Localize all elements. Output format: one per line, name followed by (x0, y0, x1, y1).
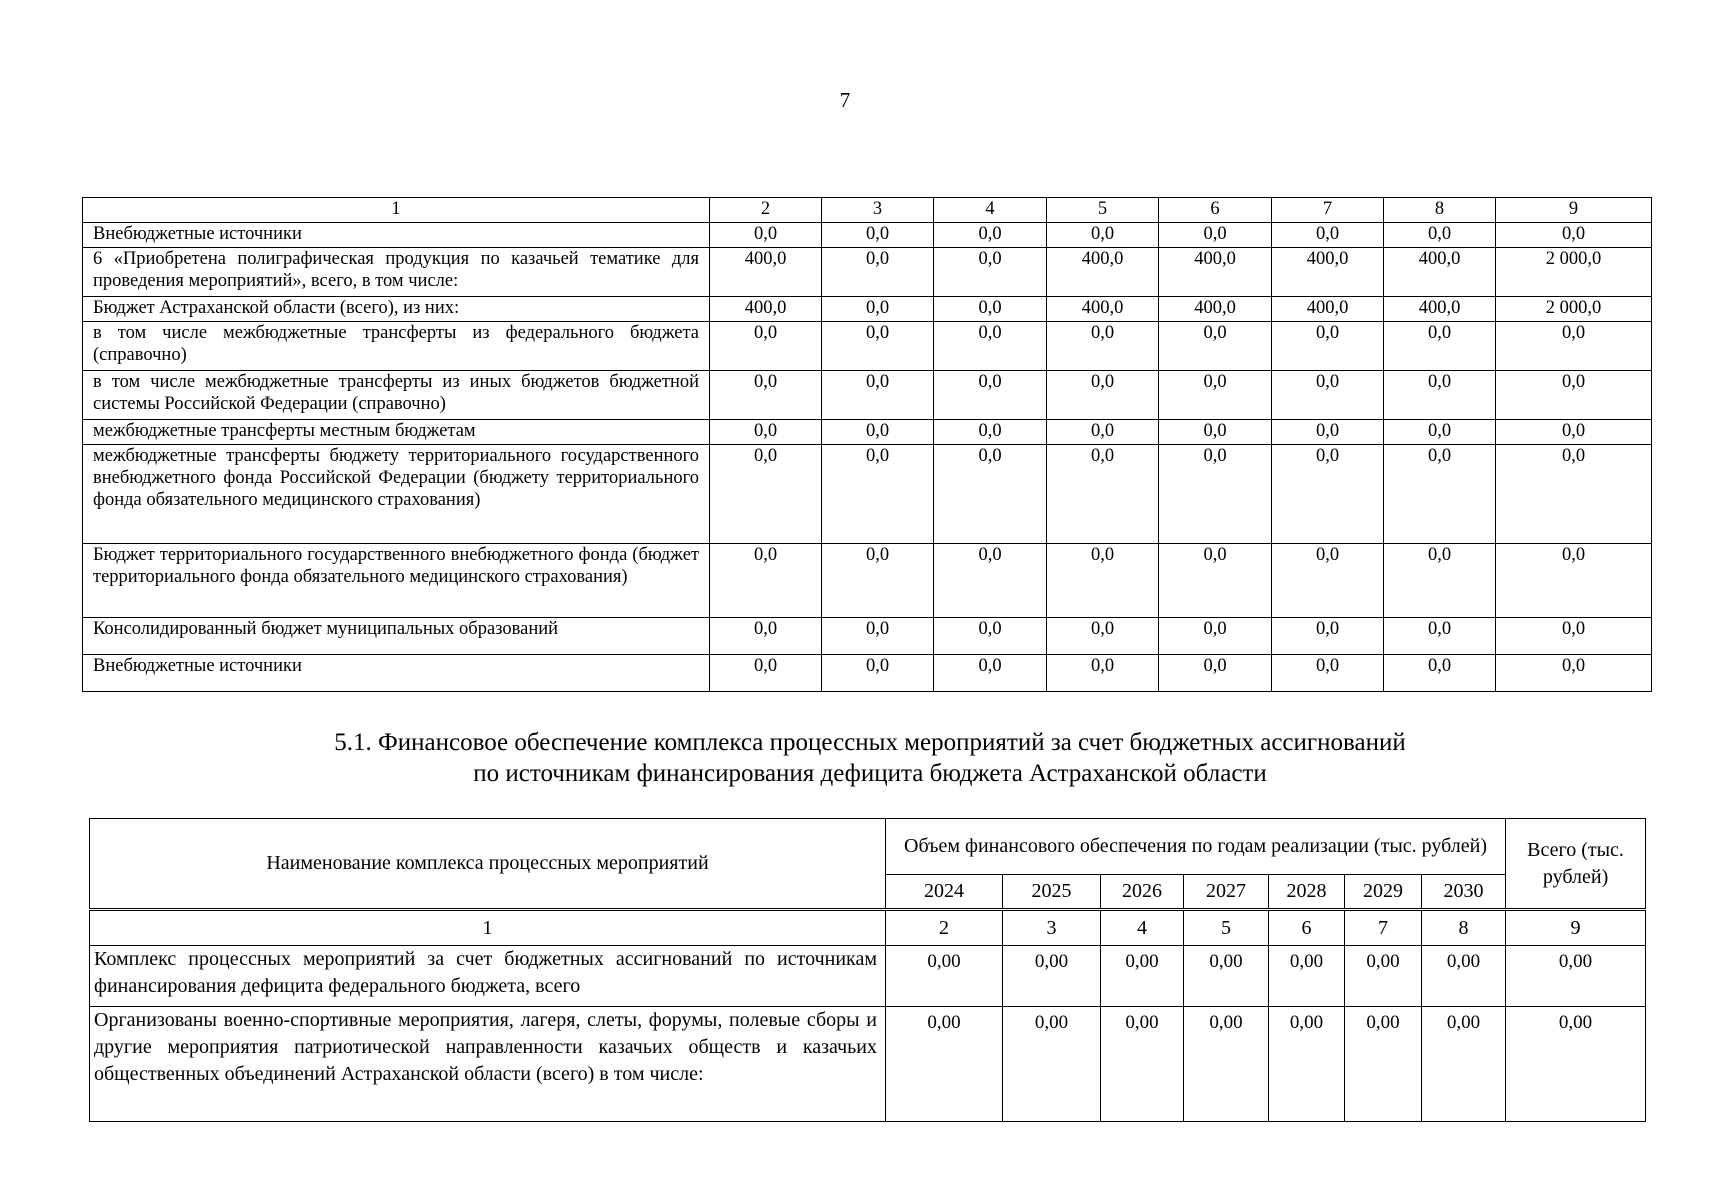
row-value: 0,0 (1047, 420, 1159, 445)
column-index: 7 (1272, 198, 1384, 223)
row-label: Консолидированный бюджет муниципальных образований (83, 618, 710, 655)
row-value: 0,00 (1422, 946, 1506, 1007)
row-value: 400,0 (710, 297, 822, 322)
row-value: 400,0 (1272, 248, 1384, 297)
row-value: 0,0 (1496, 655, 1652, 692)
row-value: 0,0 (1384, 655, 1496, 692)
row-label: межбюджетные трансферты местным бюджетам (83, 420, 710, 445)
row-label: межбюджетные трансферты бюджету территориального государственного внебюджетного фонда Российской Федерации (бюджету территориального фонда обязательного медицинского страхования) (83, 445, 710, 544)
row-value: 0,0 (1496, 445, 1652, 544)
column-index: 3 (1003, 910, 1101, 946)
column-index: 4 (1101, 910, 1184, 946)
table-row (83, 655, 1652, 692)
year-header: 2024 (886, 875, 1003, 910)
row-value: 0,0 (1384, 420, 1496, 445)
row-value: 0,0 (1047, 445, 1159, 544)
row-value: 0,0 (1159, 223, 1272, 248)
row-value: 0,0 (822, 371, 934, 420)
row-label: Бюджет Астраханской области (всего), из них: (83, 297, 710, 322)
column-index: 1 (90, 910, 886, 946)
header-row (90, 819, 1646, 875)
row-value: 0,0 (1159, 371, 1272, 420)
row-value: 0,0 (710, 618, 822, 655)
row-value: 400,0 (1047, 248, 1159, 297)
row-value: 0,0 (710, 322, 822, 371)
row-value: 0,0 (710, 655, 822, 692)
funding-table-continued (82, 197, 1652, 692)
row-value: 0,0 (1384, 445, 1496, 544)
row-value: 0,0 (710, 223, 822, 248)
row-value: 0,0 (1496, 223, 1652, 248)
row-value: 0,0 (1272, 223, 1384, 248)
row-value: 0,0 (1159, 618, 1272, 655)
year-header: 2027 (1184, 875, 1269, 910)
row-value: 400,0 (1384, 297, 1496, 322)
table-row (83, 371, 1652, 420)
row-value: 0,0 (1159, 420, 1272, 445)
row-value: 0,0 (934, 655, 1047, 692)
row-value: 0,0 (1047, 544, 1159, 618)
row-value: 0,0 (1047, 322, 1159, 371)
table-row (83, 420, 1652, 445)
row-value: 0,0 (1496, 322, 1652, 371)
row-value: 0,0 (1047, 223, 1159, 248)
row-value: 0,0 (934, 445, 1047, 544)
column-index: 3 (822, 198, 934, 223)
row-value: 2 000,0 (1496, 248, 1652, 297)
year-header: 2030 (1422, 875, 1506, 910)
section-title-line-2: по источникам финансирования дефицита бюджета Астраханской области (473, 760, 1267, 787)
row-value: 0,0 (1272, 445, 1384, 544)
row-value: 0,0 (1496, 420, 1652, 445)
volume-header: Объем финансового обеспечения по годам реализации (тыс. рублей) (886, 819, 1506, 875)
row-value: 400,0 (1272, 297, 1384, 322)
column-index: 1 (83, 198, 710, 223)
row-value: 0,0 (1272, 371, 1384, 420)
row-value: 0,0 (1272, 655, 1384, 692)
table-row (83, 322, 1652, 371)
row-value: 0,0 (934, 322, 1047, 371)
row-label: Внебюджетные источники (83, 655, 710, 692)
row-value: 400,0 (1047, 297, 1159, 322)
total-header: Всего (тыс. рублей) (1506, 819, 1646, 910)
row-label: Организованы военно-спортивные мероприятия, лагеря, слеты, форумы, полевые сборы и другие мероприятия патриотической направленности казачьих обществ и казачьих общественных объединений Астраханской области (всего) в том числе: (90, 1007, 886, 1122)
column-index: 4 (934, 198, 1047, 223)
row-value: 0,0 (710, 445, 822, 544)
row-value: 400,0 (1384, 248, 1496, 297)
table-row (90, 946, 1646, 1007)
row-value: 0,0 (822, 420, 934, 445)
row-value: 0,0 (934, 618, 1047, 655)
row-label: Бюджет территориального государственного внебюджетного фонда (бюджет территориального фонда обязательного медицинского страхования) (83, 544, 710, 618)
row-value: 400,0 (1159, 248, 1272, 297)
row-value: 0,0 (934, 420, 1047, 445)
name-column-header: Наименование комплекса процессных мероприятий (90, 819, 886, 910)
row-value: 0,0 (1384, 223, 1496, 248)
row-label: Комплекс процессных мероприятий за счет бюджетных ассигнований по источникам финансирования дефицита федерального бюджета, всего (90, 946, 886, 1007)
section-title-line-1: 5.1. Финансовое обеспечение комплекса процессных мероприятий за счет бюджетных ассигнований (334, 729, 1406, 756)
row-value: 400,0 (710, 248, 822, 297)
row-value: 0,0 (822, 322, 934, 371)
row-value: 0,0 (934, 371, 1047, 420)
column-index: 5 (1184, 910, 1269, 946)
table-row (83, 248, 1652, 297)
row-value: 0,0 (1272, 420, 1384, 445)
page-number: 7 (839, 88, 851, 112)
table-row (90, 1007, 1646, 1122)
row-value: 0,0 (1047, 371, 1159, 420)
row-value: 0,00 (886, 946, 1003, 1007)
row-value: 0,0 (1496, 618, 1652, 655)
row-value: 0,0 (1159, 655, 1272, 692)
row-value: 0,0 (822, 655, 934, 692)
column-index: 2 (886, 910, 1003, 946)
table-row (83, 445, 1652, 544)
row-value: 0,00 (1422, 1007, 1506, 1122)
column-index-row (90, 910, 1646, 946)
row-value: 0,0 (934, 544, 1047, 618)
row-value: 0,0 (1272, 618, 1384, 655)
row-value: 0,0 (1159, 322, 1272, 371)
row-value: 0,0 (1496, 544, 1652, 618)
row-value: 0,00 (1184, 1007, 1269, 1122)
row-value: 0,0 (710, 544, 822, 618)
row-value: 0,0 (1496, 371, 1652, 420)
row-value: 0,00 (1003, 1007, 1101, 1122)
row-value: 0,00 (1345, 946, 1422, 1007)
year-header: 2026 (1101, 875, 1184, 910)
row-value: 0,0 (1159, 544, 1272, 618)
row-value: 0,0 (822, 618, 934, 655)
column-index: 2 (710, 198, 822, 223)
row-value: 0,0 (1384, 322, 1496, 371)
row-value: 0,0 (710, 420, 822, 445)
row-value: 0,0 (1159, 445, 1272, 544)
row-value: 0,0 (822, 248, 934, 297)
row-label: 6 «Приобретена полиграфическая продукция по казачьей тематике для проведения мероприятий», всего, в том числе: (83, 248, 710, 297)
row-value: 0,00 (1101, 1007, 1184, 1122)
row-value: 400,0 (1159, 297, 1272, 322)
table-row (83, 618, 1652, 655)
row-value: 0,0 (1272, 322, 1384, 371)
row-value: 0,0 (822, 544, 934, 618)
column-index-row (83, 198, 1652, 223)
year-header: 2028 (1269, 875, 1345, 910)
row-value: 0,0 (1047, 618, 1159, 655)
column-index: 8 (1422, 910, 1506, 946)
row-value: 0,0 (822, 297, 934, 322)
row-value: 0,0 (1272, 544, 1384, 618)
column-index: 7 (1345, 910, 1422, 946)
row-value: 0,0 (934, 248, 1047, 297)
table-row (83, 223, 1652, 248)
column-index: 9 (1496, 198, 1652, 223)
row-value: 0,00 (1003, 946, 1101, 1007)
row-value: 0,00 (1269, 1007, 1345, 1122)
row-value: 0,00 (1269, 946, 1345, 1007)
row-label: в том числе межбюджетные трансферты из федерального бюджета (справочно) (83, 322, 710, 371)
row-label: в том числе межбюджетные трансферты из иных бюджетов бюджетной системы Российской Федерации (справочно) (83, 371, 710, 420)
column-index: 6 (1159, 198, 1272, 223)
column-index: 6 (1269, 910, 1345, 946)
row-value: 0,0 (822, 223, 934, 248)
row-value: 0,0 (822, 445, 934, 544)
row-value: 0,00 (1101, 946, 1184, 1007)
row-value: 0,0 (1384, 371, 1496, 420)
column-index: 9 (1506, 910, 1646, 946)
year-header: 2025 (1003, 875, 1101, 910)
process-measures-funding-table (89, 818, 1646, 1122)
row-value: 0,0 (934, 223, 1047, 248)
row-label: Внебюджетные источники (83, 223, 710, 248)
table-row (83, 297, 1652, 322)
section-heading (0, 727, 1710, 789)
column-index: 5 (1047, 198, 1159, 223)
row-value: 0,00 (1506, 946, 1646, 1007)
row-value: 0,0 (710, 371, 822, 420)
row-value: 0,0 (1047, 655, 1159, 692)
row-value: 0,0 (1384, 618, 1496, 655)
row-value: 0,00 (886, 1007, 1003, 1122)
row-value: 0,00 (1345, 1007, 1422, 1122)
year-header: 2029 (1345, 875, 1422, 910)
row-value: 0,0 (1384, 544, 1496, 618)
table-row (83, 544, 1652, 618)
row-value: 2 000,0 (1496, 297, 1652, 322)
row-value: 0,0 (934, 297, 1047, 322)
column-index: 8 (1384, 198, 1496, 223)
row-value: 0,00 (1506, 1007, 1646, 1122)
row-value: 0,00 (1184, 946, 1269, 1007)
